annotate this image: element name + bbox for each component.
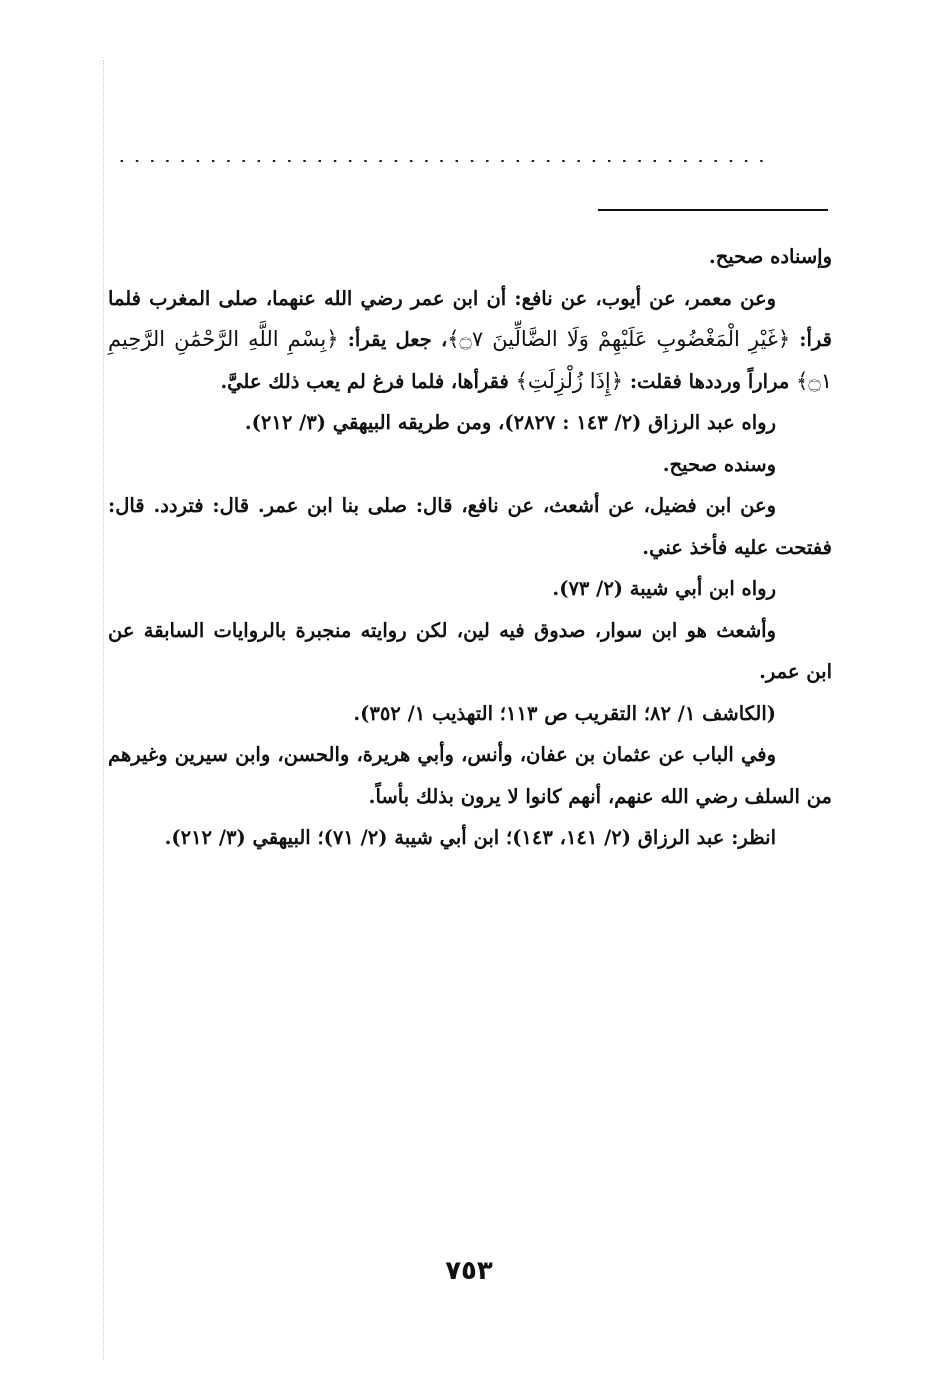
quran-verse-basmala: ﴿بِسْمِ اللَّهِ الرَّحْمَٰنِ الرَّحِيمِ ۝١﴾ [108,327,832,393]
quran-verse-fatiha-7: ﴿غَيْرِ الْمَغْضُوبِ عَلَيْهِمْ وَلَا الضَّالِّينَ ۝٧﴾ [447,327,791,351]
page-body [108,236,832,859]
paragraph-mamar-narration [108,278,832,403]
paragraph-isnad-sahih: وإسناده صحيح. [708,245,832,268]
paragraph-ibn-fudayl-narration: وعن ابن فضيل، عن أشعث، عن نافع، قال: صلى بنا ابن عمر. قال: فتردد. قال: ففتحت عليه فأخذ عني. [108,494,832,559]
scan-edge-dotted-line [103,60,104,1360]
paragraph-fil-bab: وفي الباب عن عثمان بن عفان، وأنس، وأبي هريرة، والحسن، وابن سيرين وغيرهم من السلف رضي الله عنهم، أنهم كانوا لا يرون بذلك بأساً. [108,743,832,808]
quran-verse-zalzala: ﴿إِذَا زُلْزِلَتِ﴾ [515,368,624,393]
narration-text: مراراً ورددها فقلت: [623,369,797,393]
paragraph-ashath-note: وأشعث هو ابن سوار، صدوق فيه لين، لكن روايته منجبرة بالروايات السابقة عن ابن عمر. [108,618,832,683]
paragraph-rijal-references: (الكاشف ١/ ٨٢؛ التقريب ص ١١٣؛ التهذيب ١/ ٣٥٢). [353,701,776,725]
paragraph-ibn-abi-shayba-citation: رواه ابن أبي شيبة (٢/ ٧٣). [552,577,776,600]
paragraph-see-also: انظر: عبد الرزاق (٢/ ١٤١، ١٤٣)؛ ابن أبي شيبة (٢/ ٧١)؛ البيهقي (٣/ ٢١٢). [164,826,776,849]
narration-text: فقرأها، فلما فرغ لم يعب ذلك عليَّ. [220,369,516,393]
narration-text: ، جعل يقرأ: [338,328,448,351]
dotted-separator: ........................................... [118,148,773,162]
narration-text: وعن معمر، عن أيوب، عن نافع: أن ابن عمر رضي الله عنهما، صلى المغرب فلما قرأ: [108,286,832,351]
page-number: ٧٥٣ [445,1256,493,1286]
footnote-rule [598,209,828,211]
paragraph-sanad-sahih: وسنده صحيح. [662,452,776,476]
paragraph-abdurrazzaq-citation: رواه عبد الرزاق (٢/ ١٤٣ : ٢٨٢٧)، ومن طريقه البيهقي (٣/ ٢١٢). [244,411,776,434]
